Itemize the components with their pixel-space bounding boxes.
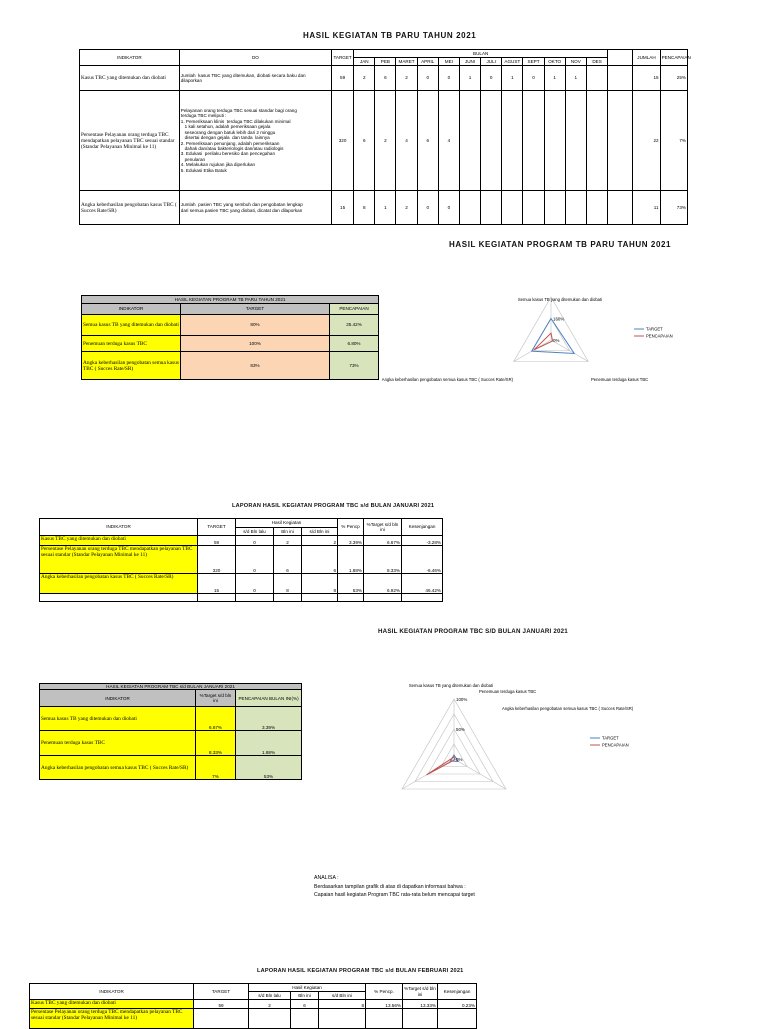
- jumlah-cell: 11: [633, 191, 660, 225]
- month-header: SEPT: [523, 58, 544, 66]
- indikator-cell: Persentase Pelayanan orang terduga TBC mendapatkan pelayanan TBC sesuai standar (Standar Pelayanan Minimal ke 11): [40, 546, 198, 574]
- col-pencp: % Pencp.: [366, 984, 403, 1000]
- do-line: 1 kali setahun, adalah pemeriksaan gejala: [180, 124, 271, 130]
- table-row: [30, 1009, 477, 1029]
- table-row: [40, 574, 443, 594]
- do-line: penularan: [180, 156, 206, 162]
- do-line: 4. Melakukan rujukan jika diperlukan: [180, 162, 256, 168]
- radar-category-label: Angka keberhasilan pengobatan semua kasus TBC ( Succes Rate/SR): [502, 706, 634, 711]
- report-feb-title: LAPORAN HASIL KEGIATAN PROGRAM TBC s/d BULAN FEBRUARI 2021: [257, 968, 464, 974]
- table-title: HASIL KEGIATAN PROGRAM TBC s/d BULAN JANUARI 2021: [40, 684, 302, 690]
- januari-summary-table: [39, 683, 302, 780]
- month-value-cell: 1: [544, 66, 565, 91]
- month-value-cell: [586, 66, 607, 91]
- month-value-cell: 2: [375, 91, 396, 191]
- page-title: HASIL KEGIATAN TB PARU TAHUN 2021: [303, 31, 477, 40]
- month-value-cell: 1: [459, 66, 480, 91]
- col-indikator: INDIKATOR: [80, 50, 180, 66]
- month-value-cell: 0: [481, 66, 502, 91]
- col-target: TARGET: [194, 984, 249, 1000]
- legend-label: PENCAPAIAN: [602, 742, 629, 748]
- col-target: %Target s/d bln ini: [196, 690, 236, 707]
- month-value-cell: 4: [396, 91, 417, 191]
- month-value-cell: 0: [417, 191, 438, 225]
- month-value-cell: 2: [396, 191, 417, 225]
- lalu-cell: [249, 1009, 291, 1029]
- target-cell: 320: [332, 91, 354, 191]
- col-hasil: Hasil Kegiatan: [236, 519, 338, 528]
- month-value-cell: 4: [438, 91, 459, 191]
- month-header: JAN: [354, 58, 375, 66]
- pencapaian-cell: 7%: [660, 91, 687, 191]
- lalu-cell: 0: [236, 546, 274, 574]
- table-row: [80, 66, 688, 91]
- indikator-cell: Angka keberhasilan pengobatan semua kasus TBC ( Succes Rate/SR): [40, 756, 196, 780]
- sd-ini-cell: 2: [302, 536, 338, 546]
- col-pencapaian: PENCAPAIAN: [660, 50, 687, 66]
- blank-cell: [608, 91, 633, 191]
- do-line: dahak dan/atau bakteriologis dan/atau radiologis: [180, 145, 284, 151]
- do-line: 3. Edukasi perilaku beresiko dan pencegahan: [180, 151, 276, 157]
- month-header: MARET: [396, 58, 417, 66]
- month-value-cell: 1: [375, 191, 396, 225]
- col-ini: Bln ini: [274, 528, 302, 536]
- do-line: 2. Pemeriksaan penunjang, adalah pemeriksaan: [180, 140, 280, 146]
- report-jan-title: LAPORAN HASIL KEGIATAN PROGRAM TBC s/d BULAN JANUARI 2021: [232, 503, 435, 509]
- pencapaian-cell: 3.39%: [236, 707, 302, 731]
- lalu-cell: 0: [236, 536, 274, 546]
- pencapaian-cell: 25.42%: [330, 315, 379, 336]
- month-header: PEB: [375, 58, 396, 66]
- table-row: [40, 731, 302, 756]
- col-hasil: Hasil Kegiatan: [249, 984, 366, 992]
- col-jumlah: JUMLAH: [633, 50, 660, 66]
- do-line: seseorang dengan batuk lebih dari 2 minggu: [180, 129, 276, 135]
- target-sd-cell: [403, 1009, 438, 1029]
- target-sd-cell: 6.67%: [364, 536, 402, 546]
- table-row: [80, 91, 688, 191]
- month-value-cell: [586, 91, 607, 191]
- lalu-cell: 0: [236, 574, 274, 594]
- do-line: 1. Pemeriksaan klinis terduga TBC dilakukan minimal: [180, 118, 291, 124]
- pencapaian-cell: 1.88%: [236, 731, 302, 756]
- col-kesenjangan: Kesenjangan: [438, 984, 477, 1000]
- radar-tick-label: 0%: [456, 757, 463, 762]
- month-header: NOV: [565, 58, 586, 66]
- radar-category-label: Semua kasus TB yang ditemukan dan diobati: [517, 297, 603, 302]
- col-indikator: INDIKATOR: [82, 304, 181, 315]
- target-sd-cell: 8.33%: [364, 546, 402, 574]
- radar-category-label: Penemuan terduga kasus TBC: [479, 689, 537, 694]
- col-do: DO: [179, 50, 331, 66]
- blank-cell: [608, 191, 633, 225]
- report-january-table: [39, 518, 443, 602]
- ini-cell: 6: [274, 546, 302, 574]
- month-value-cell: [586, 191, 607, 225]
- month-header: OKTO: [544, 58, 565, 66]
- target-cell: 83%: [181, 352, 330, 380]
- table-row: [82, 315, 379, 336]
- empty-row: [40, 594, 443, 602]
- pencp-cell: [366, 1009, 403, 1029]
- month-value-cell: [544, 91, 565, 191]
- indikator-cell: Semua kasus TB yang ditemukan dan diobati: [82, 315, 181, 336]
- month-value-cell: 6: [375, 66, 396, 91]
- month-value-cell: [459, 91, 480, 191]
- lalu-cell: 2: [249, 1000, 291, 1009]
- do-line: dari semua pasien TBC yang diobati, dicatat dan dilaporkan: [180, 207, 303, 213]
- pencp-cell: 3.39%: [338, 536, 364, 546]
- col-lalu: s/d Bln lalu: [249, 992, 291, 1000]
- pencapaian-cell: 73%: [330, 352, 379, 380]
- col-indikator: INDIKATOR: [30, 984, 194, 1000]
- legend-label: TARGET: [602, 735, 619, 741]
- target-sd-cell: 6.92%: [364, 574, 402, 594]
- month-value-cell: [523, 91, 544, 191]
- analisa-line-2: Capaian hasil kegiatan Program TBC rata-rata belum mencapai target: [314, 892, 475, 898]
- target-cell: 15: [198, 574, 236, 594]
- month-header: DES: [586, 58, 607, 66]
- radar-category-label: Angka keberhasilan pengobatan semua kasus TBC ( Succes Rate/SR): [381, 377, 513, 382]
- month-value-cell: [502, 191, 523, 225]
- legend-label: PENCAPAIAN: [646, 333, 673, 339]
- do-cell: [179, 91, 331, 191]
- radar-chart-januari: [395, 680, 685, 820]
- table-row: [82, 352, 379, 380]
- ini-cell: [291, 1009, 319, 1029]
- sd-ini-cell: 8: [302, 574, 338, 594]
- indikator-cell: Kasus TBC yang ditemukan dan diobati: [40, 536, 198, 546]
- kesenjangan-cell: [438, 1009, 477, 1029]
- indikator-cell: Kasus TBC yang ditemukan dan diobati: [80, 66, 180, 91]
- table-row: [40, 536, 443, 546]
- month-value-cell: 0: [523, 66, 544, 91]
- col-indikator: INDIKATOR: [40, 690, 196, 707]
- ini-cell: 8: [274, 574, 302, 594]
- target-cell: [194, 1009, 249, 1029]
- month-value-cell: 0: [438, 191, 459, 225]
- col-kesenjangan: Kesenjangan: [402, 519, 443, 536]
- do-line: Jumlah kasus TBC yang ditemukan, diobati secara baku dan: [180, 72, 306, 78]
- indikator-cell: Persentase Pelayanan orang terduga TBC mendapatkan pelayanan TBC sesuai standar (Standar Pelayanan Minimal ke 11): [30, 1009, 194, 1029]
- pencapaian-cell: 73%: [660, 191, 687, 225]
- indikator-cell: Penemuan terduga kasus TBC: [82, 336, 181, 352]
- col-target-sd: %Target s/d bln ini: [403, 984, 438, 1000]
- do-cell: [179, 191, 331, 225]
- radar-series-pencapaian: [534, 333, 553, 350]
- month-value-cell: 6: [354, 91, 375, 191]
- radar-tick-label: 50%: [456, 727, 465, 732]
- indikator-cell: Angka keberhasilan pengobatan kasus TBC ( Succes Rate/SR): [80, 191, 180, 225]
- report-february-table: [29, 983, 477, 1029]
- col-ini: Bln ini: [291, 992, 319, 1000]
- col-blank: [608, 50, 633, 66]
- radar-category-label: Penemuan terduga kasus TBC: [591, 377, 649, 382]
- annual-results-table: [79, 49, 691, 225]
- month-value-cell: 8: [354, 191, 375, 225]
- jumlah-cell: 22: [633, 91, 660, 191]
- do-line: Jumlah pasien TBC yang sembuh dan pengobatan lengkap: [180, 202, 303, 208]
- radar-chart-annual: [381, 292, 673, 392]
- col-indikator: INDIKATOR: [40, 519, 198, 536]
- col-bulan: BULAN: [354, 50, 608, 58]
- legend-label: TARGET: [646, 326, 663, 332]
- table-row: [40, 756, 302, 780]
- radar-category-label: Semua kasus TB yang ditemukan dan diobati: [408, 683, 494, 688]
- pencp-cell: 53%: [338, 574, 364, 594]
- month-header: JULI: [481, 58, 502, 66]
- pencapaian-cell: 6.80%: [330, 336, 379, 352]
- do-cell: [179, 66, 331, 91]
- table-row: [40, 707, 302, 731]
- col-target: TARGET: [332, 50, 354, 66]
- kesenjangan-cell: 46.42%: [402, 574, 443, 594]
- do-line: terduga TBC meliputi :: [180, 113, 227, 119]
- indikator-cell: Angka keberhasilan pengobatan kasus TBC ( Succes Rate/SR): [40, 574, 198, 594]
- do-line: dilaporkan: [180, 78, 202, 83]
- col-sd-ini: s/d Bln ini: [319, 992, 366, 1000]
- do-line: 5. Edukasi Etika Batuk: [180, 167, 227, 173]
- col-pencp: % Pencp: [338, 519, 364, 536]
- kesenjangan-cell: 0.23%: [438, 1000, 477, 1009]
- radar-series-pencapaian: [426, 757, 455, 775]
- col-pencapaian: PENCAPAIAN: [330, 304, 379, 315]
- pencapaian-cell: 53%: [236, 756, 302, 780]
- target-cell: 6.67%: [196, 707, 236, 731]
- radar-tick-label: 0%: [553, 338, 560, 343]
- month-value-cell: 2: [396, 66, 417, 91]
- target-cell: 59: [332, 66, 354, 91]
- month-value-cell: 6: [417, 91, 438, 191]
- radar-tick-label: 160%: [553, 316, 565, 322]
- indikator-cell: Angka keberhasilan pengobatan semua kasus TBC ( Succes Rate/SR): [82, 352, 181, 380]
- month-header: JUNI: [459, 58, 480, 66]
- sd-ini-cell: 8: [319, 1000, 366, 1009]
- table-title: HASIL KEGIATAN PROGRAM TB PARU TAHUN 2021: [82, 296, 379, 304]
- month-value-cell: 1: [502, 66, 523, 91]
- analisa-label: ANALISA :: [314, 875, 339, 881]
- target-cell: 7%: [196, 756, 236, 780]
- month-header: APRIL: [417, 58, 438, 66]
- month-value-cell: 1: [565, 66, 586, 91]
- program-title: HASIL KEGIATAN PROGRAM TB PARU TAHUN 2021: [449, 240, 672, 249]
- table-row: [40, 546, 443, 574]
- month-value-cell: [523, 191, 544, 225]
- radar-tick-label: 100%: [456, 697, 468, 702]
- month-header: MEI: [438, 58, 459, 66]
- col-sd-ini: s/d Bln ini: [302, 528, 338, 536]
- col-target: TARGET: [198, 519, 236, 536]
- target-cell: 8.33%: [196, 731, 236, 756]
- month-value-cell: [481, 191, 502, 225]
- indikator-cell: Penemuan terduga kasus TBC: [40, 731, 196, 756]
- target-cell: 80%: [181, 315, 330, 336]
- indikator-cell: Kasus TBC yang ditemukan dan diobati: [30, 1000, 194, 1009]
- pencp-cell: 13.56%: [366, 1000, 403, 1009]
- target-sd-cell: 13.33%: [403, 1000, 438, 1009]
- table-row: [30, 1000, 477, 1009]
- do-line: disertai dengan gejala dan tanda lainnya: [180, 135, 270, 141]
- col-lalu: s/d Bln lalu: [236, 528, 274, 536]
- indikator-cell: Semua kasus TB yang ditemukan dan diobati: [40, 707, 196, 731]
- kesenjangan-cell: -6.46%: [402, 546, 443, 574]
- month-value-cell: [481, 91, 502, 191]
- month-value-cell: [544, 191, 565, 225]
- month-value-cell: [459, 191, 480, 225]
- month-value-cell: [502, 91, 523, 191]
- month-value-cell: [565, 191, 586, 225]
- target-cell: 100%: [181, 336, 330, 352]
- ini-cell: 2: [274, 536, 302, 546]
- col-target: TARGET: [181, 304, 330, 315]
- month-value-cell: 0: [417, 66, 438, 91]
- target-cell: 320: [198, 546, 236, 574]
- month-value-cell: [565, 91, 586, 191]
- col-pencapaian: PENCAPAIAN BULAN INI(%): [236, 690, 302, 707]
- sd-ini-cell: 6: [302, 546, 338, 574]
- table-row: [80, 191, 688, 225]
- blank-cell: [608, 66, 633, 91]
- jumlah-cell: 15: [633, 66, 660, 91]
- target-cell: 59: [194, 1000, 249, 1009]
- month-value-cell: 2: [354, 66, 375, 91]
- table-row: [82, 336, 379, 352]
- month-value-cell: 0: [438, 66, 459, 91]
- ini-cell: 6: [291, 1000, 319, 1009]
- pencapaian-cell: 25%: [660, 66, 687, 91]
- program-summary-table: [81, 295, 379, 380]
- indikator-cell: Persentase Pelayanan orang terduga TBC mendapatkan pelayanan TBC sesuai standar (Standar Pelayanan Minimal ke 11): [80, 91, 180, 191]
- do-line: Pelayanan orang terduga TBC sesuai standar bagi orang: [180, 108, 297, 114]
- kesenjangan-cell: -3.28%: [402, 536, 443, 546]
- sd-ini-cell: [319, 1009, 366, 1029]
- target-cell: 59: [198, 536, 236, 546]
- januari-title: HASIL KEGIATAN PROGRAM TBC S/D BULAN JANUARI 2021: [378, 628, 568, 635]
- col-target-sd: %Target s/d bln ini: [364, 519, 402, 536]
- analisa-line-1: Berdasarkan tampilan grafik di atas di dapatkan informasi bahwa :: [314, 884, 466, 890]
- target-cell: 15: [332, 191, 354, 225]
- month-header: AGUST: [502, 58, 523, 66]
- pencp-cell: 1.88%: [338, 546, 364, 574]
